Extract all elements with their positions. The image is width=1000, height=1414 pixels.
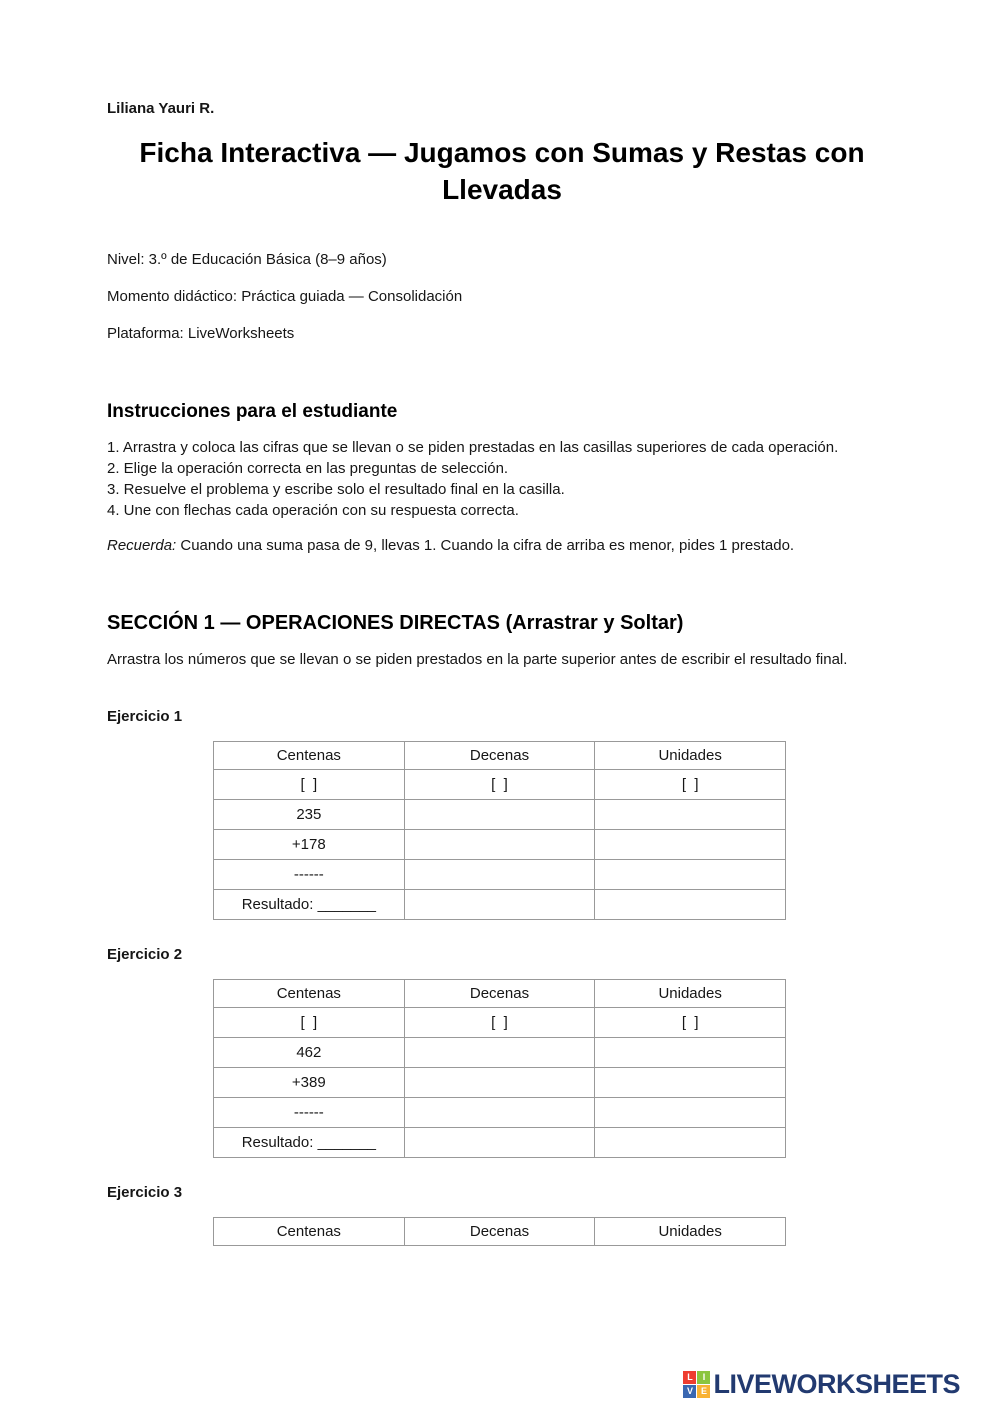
table-cell: [ ] (214, 769, 405, 799)
section1-heading: SECCIÓN 1 — OPERACIONES DIRECTAS (Arrastrar y Soltar) (107, 611, 684, 634)
table-cell: [ ] (404, 1007, 595, 1037)
instruction-step-2: 2. Elige la operación correcta en las preguntas de selección. (107, 459, 509, 477)
logo-tiles-icon (683, 1371, 710, 1398)
instruction-step-4: 4. Une con flechas cada operación con su respuesta correcta. (107, 501, 519, 519)
table-row (214, 1007, 786, 1037)
author-line: Liliana Yauri R. (107, 100, 215, 117)
table-row (214, 1037, 786, 1067)
table-cell (404, 799, 595, 829)
table-cell: [ ] (404, 769, 595, 799)
table-cell (595, 829, 786, 859)
reminder-text: Cuando una suma pasa de 9, llevas 1. Cuando la cifra de arriba es menor, pides 1 prestado. (176, 536, 795, 554)
column-header: Centenas (214, 979, 405, 1007)
exercise-table (213, 979, 786, 1158)
column-header: Centenas (214, 1217, 405, 1245)
table-cell (404, 1067, 595, 1097)
logo-tile-e: E (697, 1385, 710, 1398)
table-cell (595, 1067, 786, 1097)
reminder-label: Recuerda: (107, 536, 177, 554)
table-cell: [ ] (595, 1007, 786, 1037)
instructions-steps (107, 437, 897, 521)
page-title: Ficha Interactiva — Jugamos con Sumas y Restas con Llevadas (139, 137, 865, 205)
table-cell (404, 829, 595, 859)
table-cell: ------ (214, 859, 405, 889)
table-cell: +389 (214, 1067, 405, 1097)
table-cell (404, 889, 595, 919)
exercise-2-label: Ejercicio 2 (107, 945, 183, 963)
column-header: Centenas (214, 741, 405, 769)
table-cell (404, 1037, 595, 1067)
column-header: Unidades (595, 1217, 786, 1245)
instruction-step-1: 1. Arrastra y coloca las cifras que se llevan o se piden prestadas en las casillas superiores de cada operación. (107, 438, 839, 456)
logo-text: LIVEWORKSHEETS (713, 1369, 960, 1399)
column-header: Unidades (595, 741, 786, 769)
liveworksheets-logo (683, 1369, 960, 1400)
reminder-line (107, 535, 897, 556)
meta-plataforma: Plataforma: LiveWorksheets (107, 324, 295, 342)
section1-intro: Arrastra los números que se llevan o se piden prestados en la parte superior antes de escribir el resultado final. (107, 650, 848, 668)
table-cell (595, 1127, 786, 1157)
table-row (214, 769, 786, 799)
logo-tile-v: V (683, 1385, 696, 1398)
table-cell: Resultado: _______ (214, 1127, 405, 1157)
logo-tile-i: I (697, 1371, 710, 1384)
table-cell (404, 859, 595, 889)
table-cell (595, 859, 786, 889)
table-row (214, 889, 786, 919)
exercise-2-table-wrapper (213, 979, 897, 1158)
meta-momento: Momento didáctico: Práctica guiada — Consolidación (107, 287, 463, 305)
meta-nivel: Nivel: 3.º de Educación Básica (8–9 años) (107, 250, 387, 268)
exercise-block-3 (107, 1184, 897, 1246)
logo-tile-l: L (683, 1371, 696, 1384)
table-cell: [ ] (214, 1007, 405, 1037)
table-cell (404, 1127, 595, 1157)
exercise-table (213, 1217, 786, 1246)
meta-block (107, 251, 897, 343)
table-row (214, 1067, 786, 1097)
table-cell: ------ (214, 1097, 405, 1127)
table-cell: [ ] (595, 769, 786, 799)
table-row (214, 1097, 786, 1127)
exercise-block-1 (107, 708, 897, 920)
column-header: Unidades (595, 979, 786, 1007)
exercise-3-label: Ejercicio 3 (107, 1183, 183, 1201)
column-header: Decenas (404, 741, 595, 769)
table-row (214, 799, 786, 829)
exercise-1-table-wrapper (213, 741, 897, 920)
exercise-table (213, 741, 786, 920)
table-row (214, 859, 786, 889)
instructions-heading: Instrucciones para el estudiante (107, 400, 398, 422)
table-cell: +178 (214, 829, 405, 859)
table-cell (595, 1097, 786, 1127)
exercise-block-2 (107, 946, 897, 1158)
column-header: Decenas (404, 1217, 595, 1245)
table-cell: Resultado: _______ (214, 889, 405, 919)
table-cell (595, 889, 786, 919)
instruction-step-3: 3. Resuelve el problema y escribe solo el resultado final en la casilla. (107, 480, 565, 498)
exercise-3-table-wrapper (213, 1217, 897, 1246)
table-row (214, 829, 786, 859)
table-cell (595, 799, 786, 829)
table-cell: 462 (214, 1037, 405, 1067)
table-cell (404, 1097, 595, 1127)
exercise-1-label: Ejercicio 1 (107, 707, 183, 725)
table-cell (595, 1037, 786, 1067)
column-header: Decenas (404, 979, 595, 1007)
table-cell: 235 (214, 799, 405, 829)
table-row (214, 1127, 786, 1157)
